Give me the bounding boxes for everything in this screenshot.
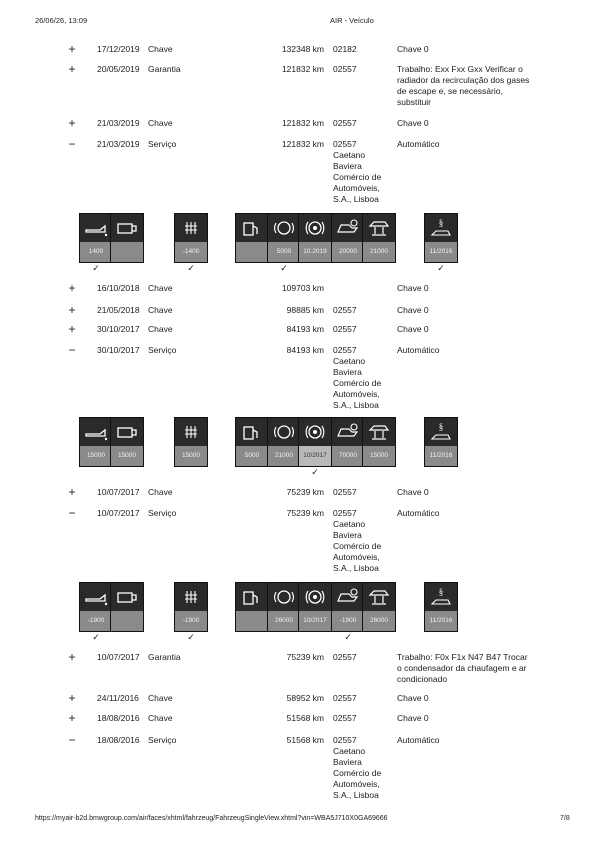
entry-date: 18/08/2016 <box>97 735 140 745</box>
service-due-value <box>236 611 268 631</box>
service-due-value: -1900 <box>175 611 207 631</box>
entry-description-line: Automático <box>397 735 440 745</box>
entry-mileage: 75239 km <box>286 487 324 497</box>
checkmark-icon: ✓ <box>187 632 195 642</box>
entry-mileage: 109703 km <box>281 283 324 293</box>
checkmark-icon: ✓ <box>187 263 195 273</box>
checkmark-icon: ✓ <box>92 263 100 273</box>
service-due-value <box>111 242 143 262</box>
entry-code-line: 02557 <box>333 118 357 128</box>
entry-code-line: Automóveis, <box>333 389 380 399</box>
entry-code-line: 02557 <box>333 345 357 355</box>
entry-code-line: 02557 <box>333 324 357 334</box>
entry-description-line: de escape e, se necessário, <box>397 86 503 96</box>
entry-code <box>333 487 393 498</box>
service-due-value: 15000 <box>111 446 143 466</box>
checkmark-icon: ✓ <box>311 467 319 477</box>
inspection-icon <box>424 213 458 263</box>
oil-service-icon <box>79 213 113 263</box>
service-due-value: 26000 <box>268 611 300 631</box>
entry-type: Chave <box>148 487 173 497</box>
vehicle-check-icon <box>110 213 144 263</box>
service-due-value: 1400 <box>80 242 112 262</box>
entry-code-line: Baviera <box>333 757 362 767</box>
entry-type: Chave <box>148 305 173 315</box>
entry-type: Garantia <box>148 652 181 662</box>
entry-description <box>397 118 547 129</box>
checkmark-icon: ✓ <box>92 632 100 642</box>
expand-toggle[interactable]: + <box>68 322 76 336</box>
entry-description-line: Trabalho: F0x F1x N47 B47 Trocar <box>397 652 528 662</box>
print-datetime: 26/06/26, 13:09 <box>35 16 88 25</box>
service-due-value: 5000 <box>236 446 268 466</box>
svg-text:§: § <box>438 218 444 228</box>
entry-date: 30/10/2017 <box>97 345 140 355</box>
entry-code-line: S.A., Lisboa <box>333 194 379 204</box>
entry-mileage: 121832 km <box>281 118 324 128</box>
front-brakes-icon <box>267 582 301 632</box>
service-due-value: 21000 <box>268 446 300 466</box>
entry-type: Chave <box>148 283 173 293</box>
entry-date: 10/07/2017 <box>97 652 140 662</box>
expand-toggle[interactable]: + <box>68 303 76 317</box>
entry-description-line: Chave 0 <box>397 118 429 128</box>
entry-type: Chave <box>148 713 173 723</box>
service-due-value: -1900 <box>80 611 112 631</box>
entry-code-line: 02557 <box>333 652 357 662</box>
entry-code <box>333 139 393 205</box>
entry-mileage: 121832 km <box>281 139 324 149</box>
entry-type: Serviço <box>148 139 177 149</box>
entry-description-line: Chave 0 <box>397 713 429 723</box>
front-brakes-icon <box>267 417 301 467</box>
entry-type: Chave <box>148 44 173 54</box>
entry-type: Chave <box>148 693 173 703</box>
entry-code-line: 02557 <box>333 693 357 703</box>
entry-description-line: Automático <box>397 508 440 518</box>
entry-code-line: Caetano <box>333 519 366 529</box>
entry-code <box>333 713 393 724</box>
service-due-value: 26000 <box>363 611 395 631</box>
fuel-filter-icon <box>235 417 269 467</box>
service-due-value: 15000 <box>363 446 395 466</box>
service-due-value: 10/2017 <box>299 446 331 466</box>
expand-toggle[interactable]: + <box>68 116 76 130</box>
entry-mileage: 75239 km <box>286 652 324 662</box>
entry-description <box>397 283 547 294</box>
entry-code-line: 02557 <box>333 139 357 149</box>
entry-description-line: Chave 0 <box>397 693 429 703</box>
entry-description-line: substituir <box>397 97 432 107</box>
svg-text:§: § <box>438 587 444 597</box>
entry-type: Serviço <box>148 735 177 745</box>
microfilter-icon <box>174 582 208 632</box>
entry-mileage: 132348 km <box>281 44 324 54</box>
entry-description <box>397 305 547 316</box>
service-due-value: 10.2019 <box>299 242 331 262</box>
entry-code <box>333 64 393 75</box>
entry-description <box>397 652 547 685</box>
entry-code-line: 02557 <box>333 713 357 723</box>
brake-fluid-icon <box>298 213 332 263</box>
entry-date: 10/07/2017 <box>97 487 140 497</box>
collapse-toggle[interactable]: − <box>68 343 76 357</box>
entry-code-line: Baviera <box>333 530 362 540</box>
entry-date: 21/03/2019 <box>97 118 140 128</box>
entry-description-line: Automático <box>397 139 440 149</box>
entry-date: 18/08/2016 <box>97 713 140 723</box>
service-due-value: 15000 <box>80 446 112 466</box>
service-due-value: 70000 <box>332 446 364 466</box>
entry-code-line: 02557 <box>333 64 357 74</box>
fuel-filter-icon <box>235 213 269 263</box>
entry-code-line: Comércio de <box>333 541 382 551</box>
rear-brakes-icon <box>331 417 365 467</box>
entry-date: 10/07/2017 <box>97 508 140 518</box>
service-due-value: 11/2016 <box>425 611 457 631</box>
entry-description <box>397 324 547 335</box>
expand-toggle[interactable]: + <box>68 485 76 499</box>
lift-inspection-icon <box>362 417 396 467</box>
entry-code <box>333 693 393 704</box>
collapse-toggle[interactable]: − <box>68 733 76 747</box>
service-due-value: 10/2017 <box>299 611 331 631</box>
entry-date: 16/10/2018 <box>97 283 140 293</box>
entry-description <box>397 693 547 704</box>
service-due-value: 15000 <box>175 446 207 466</box>
entry-code <box>333 305 393 316</box>
entry-date: 30/10/2017 <box>97 324 140 334</box>
oil-service-icon <box>79 417 113 467</box>
checkmark-icon: ✓ <box>437 263 445 273</box>
entry-description <box>397 735 547 746</box>
rear-brakes-icon <box>331 582 365 632</box>
expand-toggle[interactable]: + <box>68 650 76 664</box>
collapse-toggle[interactable]: − <box>68 137 76 151</box>
microfilter-icon <box>174 213 208 263</box>
entry-code-line: S.A., Lisboa <box>333 400 379 410</box>
entry-code <box>333 324 393 335</box>
entry-description <box>397 64 547 108</box>
entry-code <box>333 118 393 129</box>
entry-code-line: Caetano <box>333 150 366 160</box>
expand-toggle[interactable]: + <box>68 62 76 76</box>
entry-code-line: 02557 <box>333 305 357 315</box>
fuel-filter-icon <box>235 582 269 632</box>
entry-mileage: 98885 km <box>286 305 324 315</box>
entry-date: 24/11/2016 <box>97 693 139 703</box>
entry-type: Serviço <box>148 345 177 355</box>
entry-code-line: Baviera <box>333 161 362 171</box>
entry-code-line: 02557 <box>333 735 357 745</box>
front-brakes-icon <box>267 213 301 263</box>
entry-mileage: 84193 km <box>286 345 324 355</box>
entry-code <box>333 44 393 55</box>
entry-code <box>333 508 393 574</box>
entry-description-line: Automático <box>397 345 440 355</box>
entry-description-line: radiador da recirculação dos gases <box>397 75 530 85</box>
service-due-value: 5000 <box>268 242 300 262</box>
microfilter-icon <box>174 417 208 467</box>
expand-toggle[interactable]: + <box>68 42 76 56</box>
checkmark-icon: ✓ <box>344 632 352 642</box>
entry-description <box>397 713 547 724</box>
entry-description <box>397 139 547 150</box>
brake-fluid-icon <box>298 582 332 632</box>
entry-type: Serviço <box>148 508 177 518</box>
service-status-icons <box>0 213 600 273</box>
entry-mileage: 58952 km <box>286 693 324 703</box>
entry-date: 21/05/2018 <box>97 305 140 315</box>
entry-description-line: o condensador da chaufagem e ar <box>397 663 527 673</box>
service-status-icons <box>0 582 600 642</box>
entry-type: Chave <box>148 118 173 128</box>
oil-service-icon <box>79 582 113 632</box>
entry-code-line: S.A., Lisboa <box>333 563 379 573</box>
entry-code-line: Caetano <box>333 356 366 366</box>
entry-type: Chave <box>148 324 173 334</box>
collapse-toggle[interactable]: − <box>68 506 76 520</box>
page-number: 7/8 <box>560 815 570 822</box>
service-due-value: 11/2016 <box>425 242 457 262</box>
entry-description <box>397 508 547 519</box>
entry-code-line: Comércio de <box>333 378 382 388</box>
inspection-icon <box>424 582 458 632</box>
entry-description-line: Trabalho: Exx Fxx Gxx Verificar o <box>397 64 523 74</box>
service-due-value: 21000 <box>363 242 395 262</box>
entry-mileage: 84193 km <box>286 324 324 334</box>
service-due-value: 20000 <box>332 242 364 262</box>
inspection-icon <box>424 417 458 467</box>
entry-code-line: 02182 <box>333 44 357 54</box>
entry-description-line: condicionado <box>397 674 448 684</box>
entry-code-line: Caetano <box>333 746 366 756</box>
entry-description <box>397 345 547 356</box>
entry-code <box>333 652 393 663</box>
entry-description-line: Chave 0 <box>397 487 429 497</box>
entry-date: 21/03/2019 <box>97 139 140 149</box>
entry-mileage: 51568 km <box>286 735 324 745</box>
entry-code <box>333 735 393 801</box>
entry-code <box>333 345 393 411</box>
service-due-value <box>111 611 143 631</box>
entry-date: 17/12/2019 <box>97 44 140 54</box>
lift-inspection-icon <box>362 582 396 632</box>
service-due-value: -1400 <box>175 242 207 262</box>
entry-description <box>397 44 547 55</box>
entry-description-line: Chave 0 <box>397 44 429 54</box>
vehicle-check-icon <box>110 417 144 467</box>
entry-code-line: 02557 <box>333 487 357 497</box>
entry-type: Garantia <box>148 64 181 74</box>
expand-toggle[interactable]: + <box>68 711 76 725</box>
expand-toggle[interactable]: + <box>68 691 76 705</box>
page-title: AIR - Veículo <box>330 16 374 25</box>
page-url: https://myair-b2d.bmwgroup.com/air/faces/xhtml/fahrzeug/FahrzeugSingleView.xhtml?vin=WBA5J710X0GA69666 <box>35 815 388 822</box>
entry-code-line: Comércio de <box>333 172 382 182</box>
entry-mileage: 121832 km <box>281 64 324 74</box>
entry-description-line: Chave 0 <box>397 305 429 315</box>
brake-fluid-icon <box>298 417 332 467</box>
vehicle-check-icon <box>110 582 144 632</box>
svg-text:§: § <box>438 422 444 432</box>
checkmark-icon: ✓ <box>280 263 288 273</box>
entry-code-line: Automóveis, <box>333 183 380 193</box>
entry-code-line: 02557 <box>333 508 357 518</box>
lift-inspection-icon <box>362 213 396 263</box>
service-due-value: -1900 <box>332 611 364 631</box>
entry-code-line: Comércio de <box>333 768 382 778</box>
rear-brakes-icon <box>331 213 365 263</box>
expand-toggle[interactable]: + <box>68 281 76 295</box>
entry-mileage: 75239 km <box>286 508 324 518</box>
entry-description-line: Chave 0 <box>397 324 429 334</box>
entry-description-line: Chave 0 <box>397 283 429 293</box>
entry-code-line: S.A., Lisboa <box>333 790 379 800</box>
entry-code-line: Baviera <box>333 367 362 377</box>
entry-code-line: Automóveis, <box>333 552 380 562</box>
entry-date: 20/05/2019 <box>97 64 140 74</box>
entry-description <box>397 487 547 498</box>
service-status-icons <box>0 417 600 477</box>
service-due-value <box>236 242 268 262</box>
entry-code-line: Automóveis, <box>333 779 380 789</box>
entry-mileage: 51568 km <box>286 713 324 723</box>
service-due-value: 11/2016 <box>425 446 457 466</box>
